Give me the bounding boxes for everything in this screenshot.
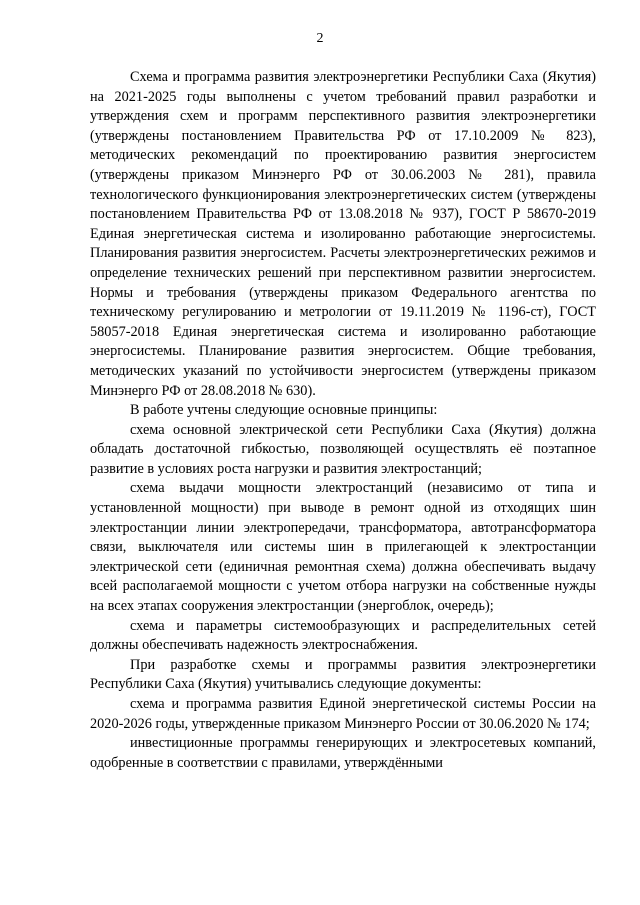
paragraph-principle-reliability: схема и параметры системообразующих и распределительных сетей должны обеспечивать надежность электроснабжения. [90,617,596,654]
paragraph-documents-intro: При разработке схемы и программы развития электроэнергетики Республики Саха (Якутия) учитывались следующие документы: [90,656,596,693]
paragraph-principle-power-output: схема выдачи мощности электростанций (независимо от типа и установленной мощности) при выводе в ремонт одной из отходящих шин электростанции линии электропередачи, трансформатора, автотрансформатора связи, выключателя или системы шин в прилегающей к электростанции электрической сети (единичная ремонтная схема) должна обеспечивать выдачу всей располагаемой мощности с учетом отбора нагрузки на собственные нужды на всех этапах сооружения электростанции (энергоблок, очередь); [90,480,596,615]
paragraph-document-investment-programs: инвестиционные программы генерирующих и электросетевых компаний, одобренные в соответствии с правилами, утверждёнными [90,735,596,771]
paragraph-scheme-requirements: Схема и программа развития электроэнергетики Республики Саха (Якутия) на 2021-2025 годы выполнены с учетом требований правил разработки и утверждения схем и программ перспективного развития электроэнергетики (утверждены постановлением Правительства РФ от 17.10.2009 № 823), методических рекомендаций по проектированию развития энергосистем (утверждены приказом Минэнерго РФ от 30.06.2003 № 281), правила технологического функционирования электроэнергетических систем (утверждены постановлением Правительства РФ от 13.08.2018 № 937), ГОСТ Р 58670-2019 Единая энергетическая система и изолированно работающие энергосистемы. Планирования развития энергосистем. Расчеты электроэнергетических режимов и определение технических решений при перспективном развитии энергосистем. Нормы и требования (утверждены приказом Федерального агентства по техническому регулированию и метрологии от 19.11.2019 № 1196-ст), ГОСТ 58057-2018 Единая энергетическая система и изолированно работающие энергосистемы. Планирование развития энергосистем. Общие требования, методических указаний по устойчивости энергосистем (утверждены приказом Минэнерго РФ от 28.08.2018 № 630). [90,69,596,399]
page-number: 2 [316,31,324,46]
paragraph-principle-flexibility: схема основной электрической сети Республики Саха (Якутия) должна обладать достаточной гибкостью, позволяющей осуществлять её поэтапное развитие в условиях роста нагрузки и развития электростанций; [90,421,596,477]
document-body [90,68,596,773]
paragraph-document-ees-scheme: схема и программа развития Единой энергетической системы России на 2020-2026 годы, утвержденные приказом Минэнерго России от 30.06.2020 № 174; [90,696,596,732]
paragraph-principles-intro: В работе учтены следующие основные принципы: [130,402,438,419]
